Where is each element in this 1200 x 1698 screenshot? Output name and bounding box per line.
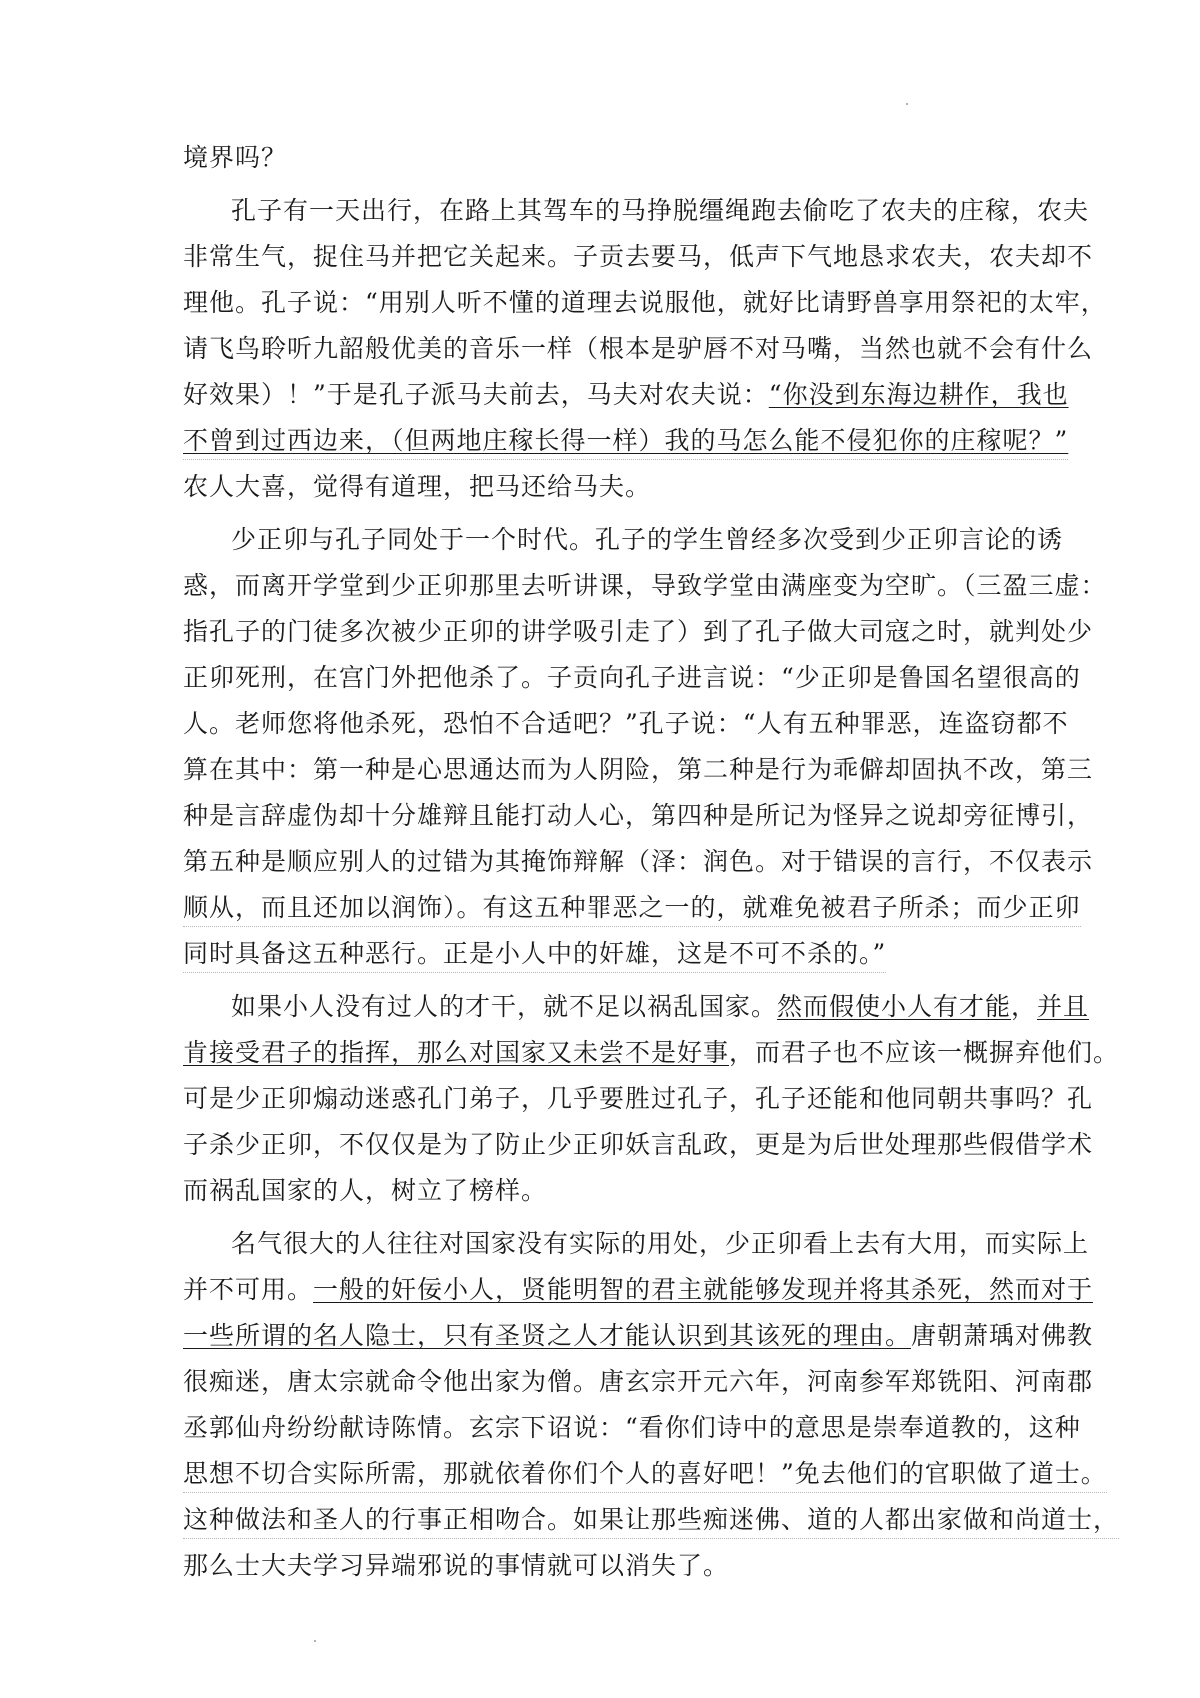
text-line: 第五种是顺应别人的过错为其掩饰辩解（泽：润色。对于错误的言行，不仅表示 [183,847,1094,876]
text-line: 指孔子的门徒多次被少正卯的讲学吸引走了）到了孔子做大司寇之时，就判处少 [183,617,1094,646]
text-line: 顺从，而且还加以润饰）。有这五种罪恶之一的，就难免被君子所杀；而少正卯 [183,890,1081,927]
text-line: 可是少正卯煽动迷惑孔门弟子，几乎要胜过孔子，孔子还能和他同朝共事吗？孔 [183,1084,1094,1113]
text-line: 算在其中：第一种是心思通达而为人阴险，第二种是行为乖僻却固执不改，第三 [183,755,1094,784]
text-line: 一些所谓的名人隐士，只有圣贤之人才能认识到其该死的理由。唐朝萧瑀对佛教 [183,1321,1094,1350]
underlined-text: “你没到东海边耕作，我也 [768,380,1069,409]
text-line: 种是言辞虚伪却十分雄辩且能打动人心，第四种是所记为怪异之说却旁征博引， [183,801,1094,830]
underlined-text: 然而假使小人有才能 [777,992,1012,1021]
text-line: 少正卯与孔子同处于一个时代。孔子的学生曾经多次受到少正卯言论的诱 [231,525,1064,554]
text-line: 境界吗？ [183,143,288,172]
text-line: 这种做法和圣人的行事正相吻合。如果让那些痴迷佛、道的人都出家做和尚道士， [183,1502,1119,1539]
scan-speck [906,103,908,105]
text-line: 孔子有一天出行，在路上其驾车的马挣脱缰绳跑去偷吃了农夫的庄稼，农夫 [231,196,1090,225]
text-line: 人。老师您将他杀死，恐怕不合适吧？”孔子说：“人有五种罪恶，连盗窃都不 [183,709,1069,738]
text-line: 好效果）！”于是孔子派马夫前去，马夫对农夫说：“你没到东海边耕作，我也 [183,380,1069,409]
scan-speck [314,1640,316,1642]
text-line: 非常生气，捉住马并把它关起来。子贡去要马，低声下气地恳求农夫，农夫却不 [183,242,1094,271]
text-line: 如果小人没有过人的才干，就不足以祸乱国家。然而假使小人有才能，并且 [231,992,1090,1021]
text-line [183,423,1068,460]
text-line: 农人大喜，觉得有道理，把马还给马夫。 [183,472,652,501]
text-line: 丞郭仙舟纷纷献诗陈情。玄宗下诏说：“看你们诗中的意思是崇奉道教的，这种 [183,1413,1081,1442]
text-line: 正卯死刑，在宫门外把他杀了。子贡向孔子进言说：“少正卯是鲁国名望很高的 [183,663,1081,692]
text-line: 很痴迷，唐太宗就命令他出家为僧。唐玄宗开元六年，河南参军郑铣阳、河南郡 [183,1367,1094,1396]
text-line: 肯接受君子的指挥，那么对国家又未尝不是好事，而君子也不应该一概摒弃他们。 [183,1038,1120,1067]
text-line: 而祸乱国家的人，树立了榜样。 [183,1176,548,1205]
text-line: 惑，而离开学堂到少正卯那里去听讲课，导致学堂由满座变为空旷。（三盈三虚： [183,571,1107,600]
text-line: 并不可用。一般的奸佞小人，贤能明智的君主就能够发现并将其杀死，然而对于 [183,1275,1094,1304]
underlined-text: 一些所谓的名人隐士，只有圣贤之人才能认识到其该死的理由。 [183,1321,912,1350]
text-line: 思想不切合实际所需，那就依着你们个人的喜好吧！”免去他们的官职做了道士。 [183,1456,1107,1493]
text-line: 子杀少正卯，不仅仅是为了防止少正卯妖言乱政，更是为后世处理那些假借学术 [183,1130,1094,1159]
underlined-text: 不曾到过西边来，（但两地庄稼长得一样）我的马怎么能不侵犯你的庄稼呢？” [183,426,1069,455]
text-line: 那么士大夫学习异端邪说的事情就可以消失了。 [183,1551,730,1580]
text-line: 请飞鸟聆听九韶般优美的音乐一样（根本是驴唇不对马嘴，当然也就不会有什么 [183,334,1094,363]
text-line: 名气很大的人往往对国家没有实际的用处，少正卯看上去有大用，而实际上 [231,1229,1090,1258]
underlined-text: 并且 [1037,992,1090,1021]
text-line: 理他。孔子说：“用别人听不懂的道理去说服他，就好比请野兽享用祭祀的太牢， [183,288,1107,317]
underlined-text: 肯接受君子的指挥，那么对国家又未尝不是好事 [183,1038,730,1067]
underlined-text: 一般的奸佞小人，贤能明智的君主就能够发现并将其杀死，然而对于 [313,1275,1094,1304]
text-line: 同时具备这五种恶行。正是小人中的奸雄，这是不可不杀的。” [183,936,886,973]
